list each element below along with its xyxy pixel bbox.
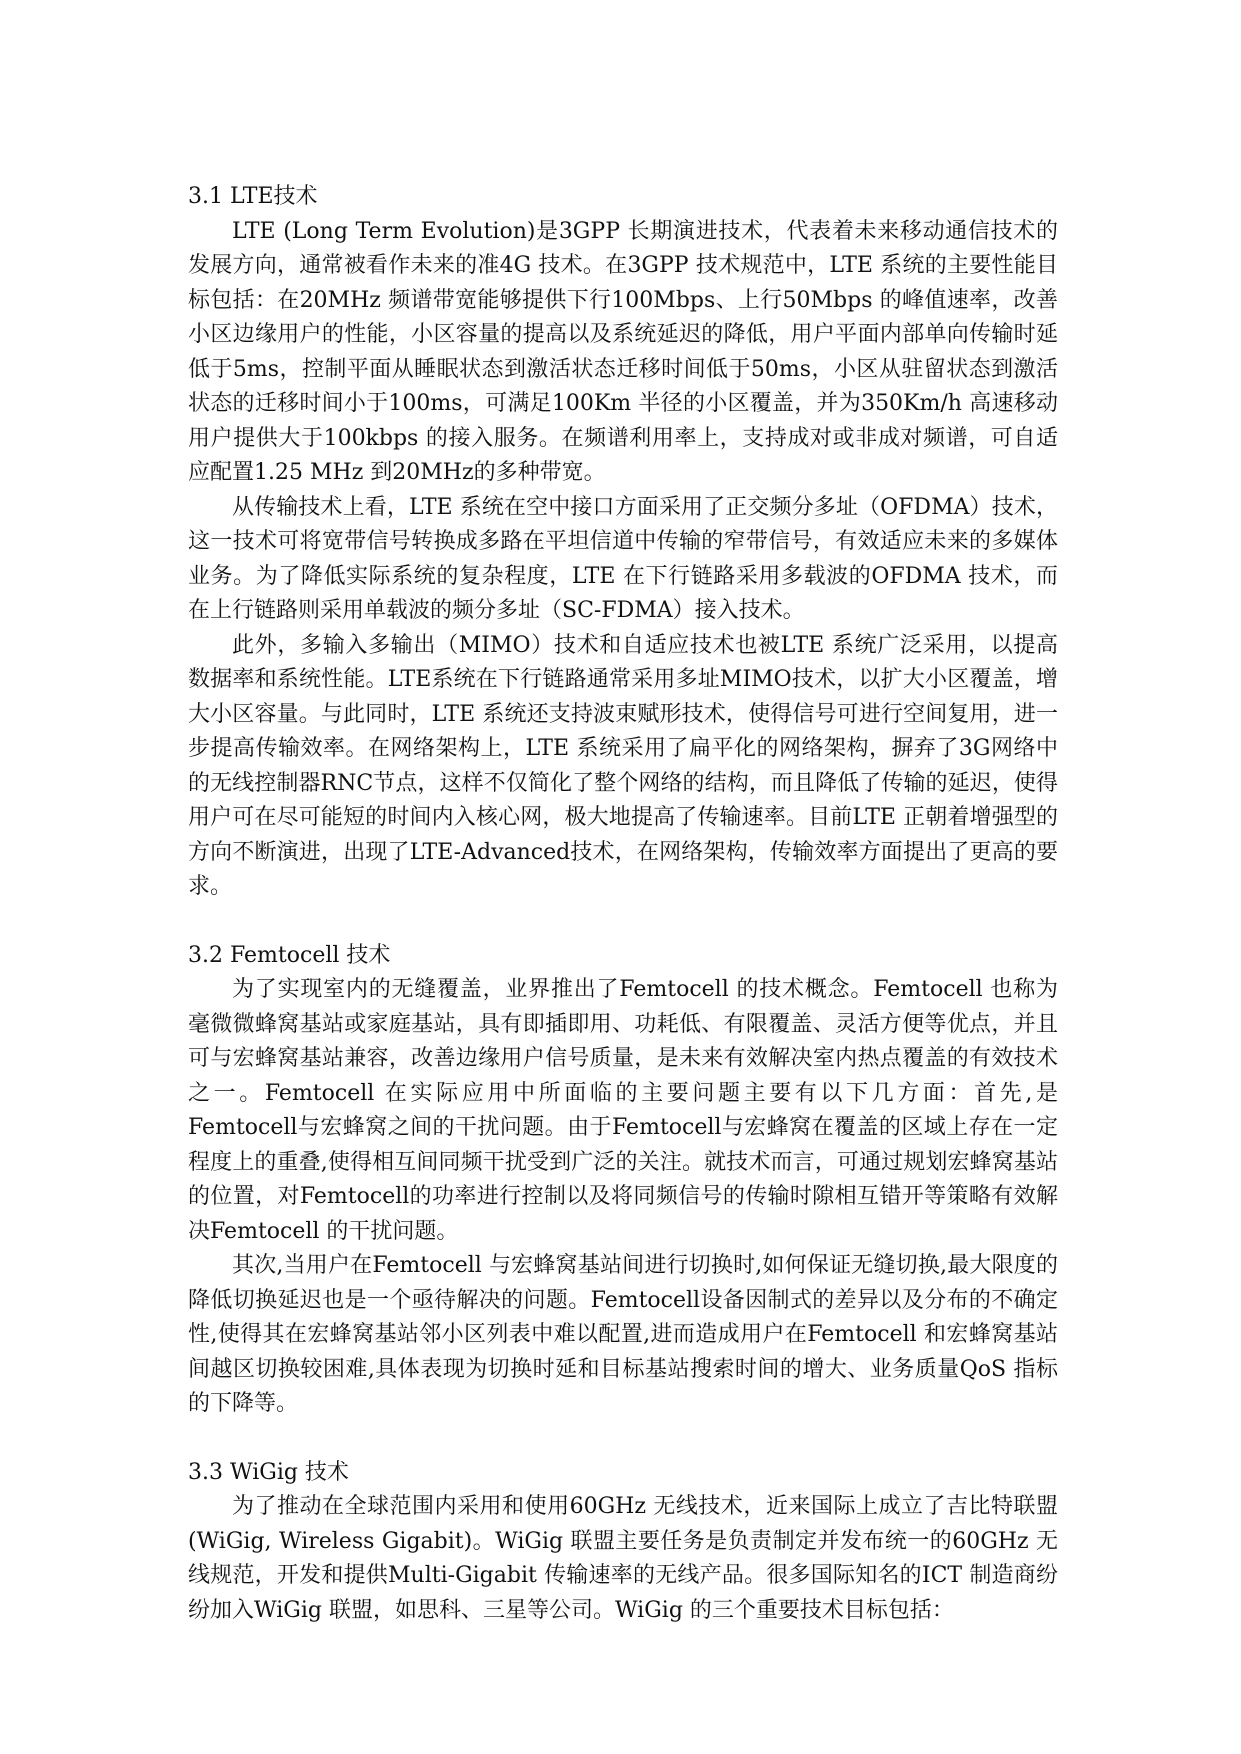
section-heading: 3.2 Femtocell 技术 xyxy=(188,942,391,968)
paragraph: 从传输技术上看，LTE 系统在空中接口方面采用了正交频分多址（OFDMA）技术，这一技术可将宽带信号转换成多路在平坦信道中传输的窄带信号，有效适应未来的多媒体业务。为了降低实际系统的复杂程度，LTE 在下行链路采用多载波的OFDMA 技术，而在上行链路则采用单载波的频分多址（SC-FDMA）接入技术。 xyxy=(188,494,1058,623)
section-heading: 3.3 WiGig 技术 xyxy=(188,1459,349,1485)
paragraph: 其次,当用户在Femtocell 与宏蜂窝基站间进行切换时,如何保证无缝切换,最大限度的降低切换延迟也是一个亟待解决的问题。Femtocell设备因制式的差异以及分布的不确定性,使得其在宏蜂窝基站邻小区列表中难以配置,进而造成用户在Femtocell 和宏蜂窝基站间越区切换较困难,具体表现为切换时延和目标基站搜索时间的增大、业务质量QoS 指标的下降等。 xyxy=(188,1253,1058,1416)
paragraph: LTE (Long Term Evolution)是3GPP 长期演进技术，代表着未来移动通信技术的发展方向，通常被看作未来的准4G 技术。在3GPP 技术规范中，LTE 系统的主要性能目标包括：在20MHz 频谱带宽能够提供下行100Mbps、上行50Mbps 的峰值速率，改善小区边缘用户的性能，小区容量的提高以及系统延迟的降低，用户平面内部单向传输时延低于5ms，控制平面从睡眠状态到激活状态迁移时间低于50ms，小区从驻留状态到激活状态的迁移时间小于100ms，可满足100Km 半径的小区覆盖，并为350Km/h 高速移动用户提供大于100kbps 的接入服务。在频谱利用率上，支持成对或非成对频谱，可自适应配置1.25 MHz 到20MHz的多种带宽。 xyxy=(188,218,1058,485)
document-page xyxy=(188,180,1058,1628)
paragraph: 为了推动在全球范围内采用和使用60GHz 无线技术，近来国际上成立了吉比特联盟(WiGig, Wireless Gigabit)。WiGig 联盟主要任务是负责制定并发布统一的60GHz 无线规范，开发和提供Multi-Gigabit 传输速率的无线产品。很多国际知名的ICT 制造商纷纷加入WiGig 联盟，如思科、三星等公司。WiGig 的三个重要技术目标包括： xyxy=(188,1494,1058,1623)
section-femtocell xyxy=(188,939,1058,1422)
section-lte xyxy=(188,180,1058,905)
section-heading: 3.1 LTE技术 xyxy=(188,184,318,209)
paragraph: 此外，多输入多输出（MIMO）技术和自适应技术也被LTE 系统广泛采用，以提高数据率和系统性能。LTE系统在下行链路通常采用多址MIMO技术，以扩大小区覆盖，增大小区容量。与此同时，LTE 系统还支持波束赋形技术，使得信号可进行空间复用，进一步提高传输效率。在网络架构上，LTE 系统采用了扁平化的网络架构，摒弃了3G网络中的无线控制器RNC节点，这样不仅简化了整个网络的结构，而且降低了传输的延迟，使得用户可在尽可能短的时间内入核心网，极大地提高了传输速率。目前LTE 正朝着增强型的方向不断演进，出现了LTE-Advanced技术，在网络架构，传输效率方面提出了更高的要求。 xyxy=(188,632,1058,899)
paragraph: 为了实现室内的无缝覆盖，业界推出了Femtocell 的技术概念。Femtocell 也称为毫微微蜂窝基站或家庭基站，具有即插即用、功耗低、有限覆盖、灵活方便等优点，并且可与宏蜂窝基站兼容，改善边缘用户信号质量，是未来有效解决室内热点覆盖的有效技术之一。Femtocell 在实际应用中所面临的主要问题主要有以下几方面：首先,是Femtocell与宏蜂窝之间的干扰问题。由于Femtocell与宏蜂窝在覆盖的区域上存在一定程度上的重叠,使得相互间同频干扰受到广泛的关注。就技术而言，可通过规划宏蜂窝基站的位置，对Femtocell的功率进行控制以及将同频信号的传输时隙相互错开等策略有效解决Femtocell 的干扰问题。 xyxy=(188,977,1058,1244)
section-wigig xyxy=(188,1456,1058,1629)
